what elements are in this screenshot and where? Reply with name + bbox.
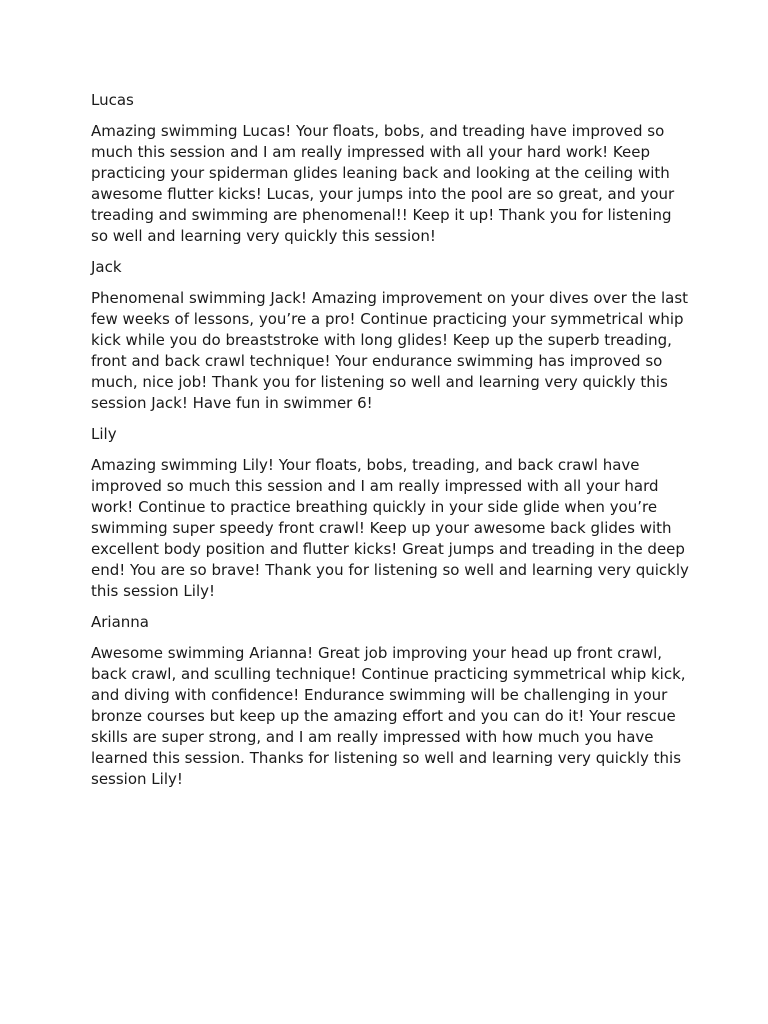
student-section-lily bbox=[91, 424, 691, 602]
document-body bbox=[91, 90, 691, 800]
student-comment: Awesome swimming Arianna! Great job improving your head up front crawl, back crawl, and sculling technique! Continue practicing symmetrical whip kick, and diving with confidence! Endurance swimming will be challenging in your bronze courses but keep up the amazing effort and you can do it! Your rescue skills are super strong, and I am really impressed with how much you have learned this session. Thanks for listening so well and learning very quickly this session Lily! bbox=[91, 644, 686, 788]
student-section-lucas bbox=[91, 90, 691, 247]
student-section-arianna bbox=[91, 612, 691, 790]
student-comment: Amazing swimming Lucas! Your floats, bobs, and treading have improved so much this session and I am really impressed with all your hard work! Keep practicing your spiderman glides leaning back and looking at the ceiling with awesome flutter kicks! Lucas, your jumps into the pool are so great, and your treading and swimming are phenomenal!! Keep it up! Thank you for listening so well and learning very quickly this session! bbox=[91, 122, 675, 245]
student-name: Lucas bbox=[91, 91, 134, 109]
student-name: Jack bbox=[91, 258, 122, 276]
student-comment: Amazing swimming Lily! Your floats, bobs, treading, and back crawl have improved so much this session and I am really impressed with all your hard work! Continue to practice breathing quickly in your side glide when you’re swimming super speedy front crawl! Keep up your awesome back glides with excellent body position and flutter kicks! Great jumps and treading in the deep end! You are so brave! Thank you for listening so well and learning very quickly this session Lily! bbox=[91, 456, 689, 600]
student-name: Lily bbox=[91, 425, 117, 443]
student-name: Arianna bbox=[91, 613, 149, 631]
student-comment: Phenomenal swimming Jack! Amazing improvement on your dives over the last few weeks of lessons, you’re a pro! Continue practicing your symmetrical whip kick while you do breaststroke with long glides! Keep up the superb treading, front and back crawl technique! Your endurance swimming has improved so much, nice job! Thank you for listening so well and learning very quickly this session Jack! Have fun in swimmer 6! bbox=[91, 289, 689, 412]
student-section-jack bbox=[91, 257, 691, 414]
